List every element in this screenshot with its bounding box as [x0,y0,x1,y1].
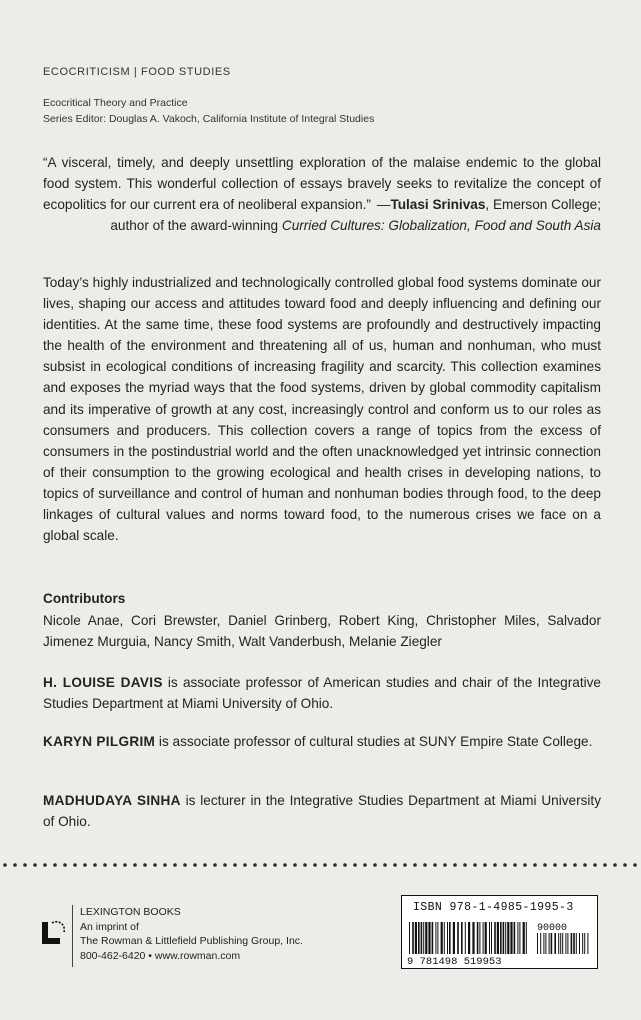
barcode-bar [468,922,470,954]
barcode-bar [479,922,480,954]
bio-sinha [43,790,601,832]
barcode-bar [517,922,518,954]
barcode-bar [444,922,445,954]
blurb-attribution [43,194,601,236]
barcode-bar [587,933,588,954]
barcode-bar [571,933,573,954]
barcode-bar [432,922,434,954]
series-name: Ecocritical Theory and Practice [43,97,188,109]
ean-digits: 9 781498 519953 [407,956,502,966]
blurb-author: Tulasi Srinivas [390,197,486,212]
barcode-bar [477,922,479,954]
lexington-logo-icon [40,920,68,946]
blurb-book-prefix: author of the award-winning [110,218,282,233]
barcode-bar [494,922,496,954]
publisher-line2: An imprint of [80,920,139,933]
barcode-bar [573,933,575,954]
barcode-bar [428,922,430,954]
publisher-line3: The Rowman & Littlefield Publishing Group, Inc. [80,935,303,947]
barcode-bar [425,922,427,954]
barcode-bar [537,933,538,954]
barcode-bar [465,922,466,954]
price-code: 90000 [537,923,568,934]
barcode-bar [567,933,568,954]
barcode-bar [472,922,474,954]
barcode-bar [565,933,566,954]
barcode-bar [457,922,459,954]
blurb-book-line [43,215,601,236]
blurb-quote: “A visceral, timely, and deeply unsettling exploration of the malaise endemic to the global food system. This wonderful collection of essays bravely seeks to revitalize the concept of ecopolitics for our current era of neoliberal expansion.” [43,155,601,212]
barcode-bar [449,922,451,954]
bio-pilgrim [43,731,601,752]
barcode-bar [549,933,550,954]
barcode-bar [483,922,484,954]
barcode-bar [421,922,423,954]
bio-name: KARYN PILGRIM [43,734,156,749]
barcode-bar [545,933,546,954]
dotted-divider [0,862,641,868]
publisher-imprint [80,905,303,963]
barcode-bar [514,922,516,954]
blurb-author-line [43,194,601,215]
barcode-bar [485,922,487,954]
barcode-bar [409,922,410,954]
barcode-bar [491,922,492,954]
barcode-bar [415,922,417,954]
barcode [405,920,593,966]
bio-name: MADHUDAYA SINHA [43,793,181,808]
barcode-bar [540,933,541,954]
barcode-bar [576,933,577,954]
barcode-bar [582,933,583,954]
series-editor: Series Editor: Douglas A. Vakoch, California Institute of Integral Studies [43,113,375,125]
contributors-list: Nicole Anae, Cori Brewster, Daniel Grinberg, Robert King, Christopher Miles, Salvador Jimenez Murguia, Nancy Smith, Walt Vanderbush, Melanie Ziegler [43,613,601,649]
isbn-label: ISBN 978-1-4985-1995-3 [413,901,574,914]
barcode-bar [453,922,455,954]
addon-bars [537,933,588,954]
contributors-heading: Contributors [43,591,126,606]
barcode-bar [543,933,544,954]
book-description: Today’s highly industrialized and technologically controlled global food systems dominate our lives, shaping our access and attitudes toward food and deeply influencing and defining our identities. At the same time, these food systems are profoundly and destructively impacting the health of the environment and threatening all of us, human and nonhuman, who must subsist in ecological conditions of increasing fragility and scarcity. This collection examines and exposes the myriad ways that the food systems, driven by global commodity capitalism and its imperative of growth at any cost, increasingly control and conform us to our roles as consumers and producers. This collection covers a range of topics from the excess of consumers in the postindustrial world and the often unacknowledged yet intrinsic connection of their consumption to the growing ecological and health crises in developing nations, to topics of surveillance and control of human and nonhuman bodies through food, to the deep linkages of cultural values and norms toward food, to the numerous crises we face on a global scale. [43,275,601,544]
bio-davis [43,672,601,714]
bio-text: is associate professor of American studies and chair of the Integrative Studies Department at Miami University of Ohio. [43,675,601,711]
bio-text: is lecturer in the Integrative Studies Department at Miami University of Ohio. [43,793,601,829]
barcode-bar [505,922,506,954]
barcode-bar [526,922,527,954]
barcode-bar [503,922,505,954]
barcode-bar [579,933,580,954]
bio-text: is associate professor of cultural studies at SUNY Empire State College. [155,734,593,749]
barcode-bar [437,922,438,954]
publisher-contact: 800-462-6420 • www.rowman.com [80,949,241,962]
series-category: ECOCRITICISM | FOOD STUDIES [43,66,231,78]
barcode-bar [558,933,559,954]
barcode-bar [461,922,463,954]
barcode-bar [441,922,443,954]
blurb-affiliation: , Emerson College; [485,197,601,212]
barcode-bar [412,922,414,954]
blurb-dash: — [376,197,391,212]
bio-name: H. LOUISE DAVIS [43,675,163,690]
barcode-bar [519,922,520,954]
barcode-bar [423,922,424,954]
imprint-divider [72,905,73,967]
publisher-name: LEXINGTON BOOKS [80,906,181,918]
barcode-bar [523,922,525,954]
barcode-bar [497,922,499,954]
barcode-bar [435,922,436,954]
ean-bars [409,922,527,954]
barcode-bar [562,933,563,954]
barcode-bar [447,922,448,954]
barcode-bar [554,933,556,954]
barcode-bar [510,922,512,954]
barcode-bar [507,922,509,954]
barcode-bar [560,933,561,954]
barcode-bar [418,922,420,954]
barcode-bar [489,922,490,954]
barcode-bar [500,922,502,954]
blurb-book-title: Curried Cultures: Globalization, Food and South Asia [281,218,601,233]
barcode-bar [584,933,585,954]
barcode-bar [551,933,553,954]
